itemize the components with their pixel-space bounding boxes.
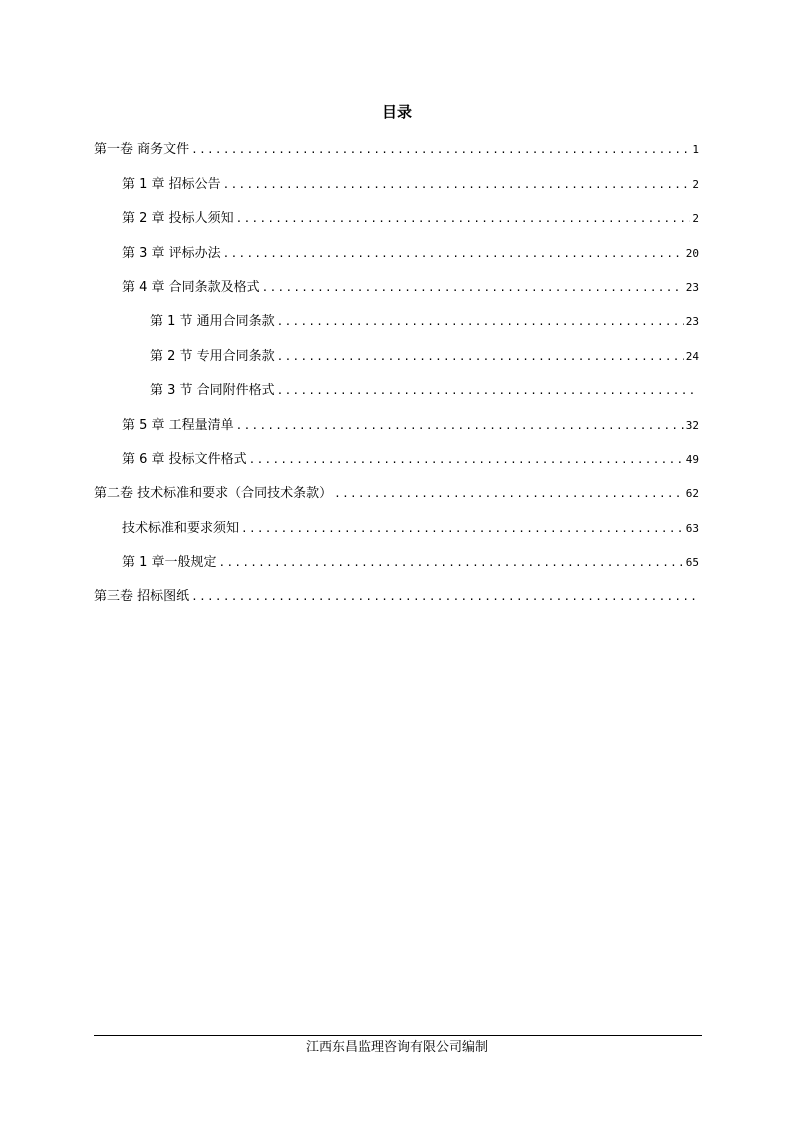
toc-entry-label: 第 1 章一般规定 [122,555,217,571]
toc-dot-leader [219,555,684,571]
toc-entry[interactable] [94,514,699,548]
toc-dot-leader [241,521,684,537]
toc-dot-leader [223,246,684,262]
toc-entry-label: 第 4 章 合同条款及格式 [122,279,260,295]
toc-entry[interactable] [94,136,699,170]
toc-entry-label: 第二卷 技术标准和要求（合同技术条款） [94,486,333,502]
toc-entry-label: 第三卷 招标图纸 [94,589,190,605]
toc-entry-label: 技术标准和要求须知 [122,520,240,536]
toc-dot-leader [249,452,684,468]
toc-dot-leader [277,349,684,365]
toc-entry-page: 65 [685,556,699,570]
toc-entry-page: 23 [685,280,699,294]
toc-entry-label: 第一卷 商务文件 [94,142,190,158]
toc-entry[interactable] [94,411,699,445]
toc-entry-label: 第 2 节 专用合同条款 [150,348,275,364]
toc-entry[interactable] [94,583,699,617]
toc-entry-page: 63 [685,521,699,535]
toc-entry-page: 32 [685,418,699,432]
toc-dot-leader [277,314,684,330]
toc-dot-leader [236,211,691,227]
toc-entry[interactable] [94,170,699,204]
toc-entry-label: 第 3 节 合同附件格式 [150,383,275,399]
toc-entry[interactable] [94,239,699,273]
toc-list [94,136,699,617]
toc-entry-page: 62 [685,487,699,501]
toc-entry-page: 20 [685,246,699,260]
toc-title: 目录 [381,103,412,121]
toc-dot-leader [277,383,697,399]
toc-entry-label: 第 6 章 投标文件格式 [122,451,247,467]
toc-dot-leader [191,142,690,158]
toc-entry-page: 2 [692,212,699,226]
toc-entry-page: 2 [692,177,699,191]
toc-entry-page: 24 [685,349,699,363]
toc-dot-leader [236,418,684,434]
toc-entry-label: 第 1 节 通用合同条款 [150,314,275,330]
footer-text: 江西东昌监理咨询有限公司编制 [305,1040,488,1055]
toc-entry[interactable] [94,480,699,514]
toc-entry[interactable] [94,308,699,342]
toc-entry[interactable] [94,446,699,480]
toc-entry-page: 49 [685,452,699,466]
toc-entry[interactable] [94,342,699,376]
toc-entry[interactable] [94,377,699,411]
toc-entry-label: 第 2 章 投标人须知 [122,211,234,227]
toc-entry-page: 1 [692,143,699,157]
toc-dot-leader [191,589,697,605]
toc-entry-label: 第 5 章 工程量清单 [122,417,234,433]
toc-entry-label: 第 3 章 评标办法 [122,245,221,261]
toc-dot-leader [223,177,691,193]
toc-dot-leader [334,486,684,502]
toc-entry-page: 23 [685,315,699,329]
toc-entry[interactable] [94,205,699,239]
footer-divider [94,1035,702,1036]
toc-entry[interactable] [94,274,699,308]
toc-entry-label: 第 1 章 招标公告 [122,176,221,192]
toc-dot-leader [262,280,684,296]
toc-entry[interactable] [94,549,699,583]
